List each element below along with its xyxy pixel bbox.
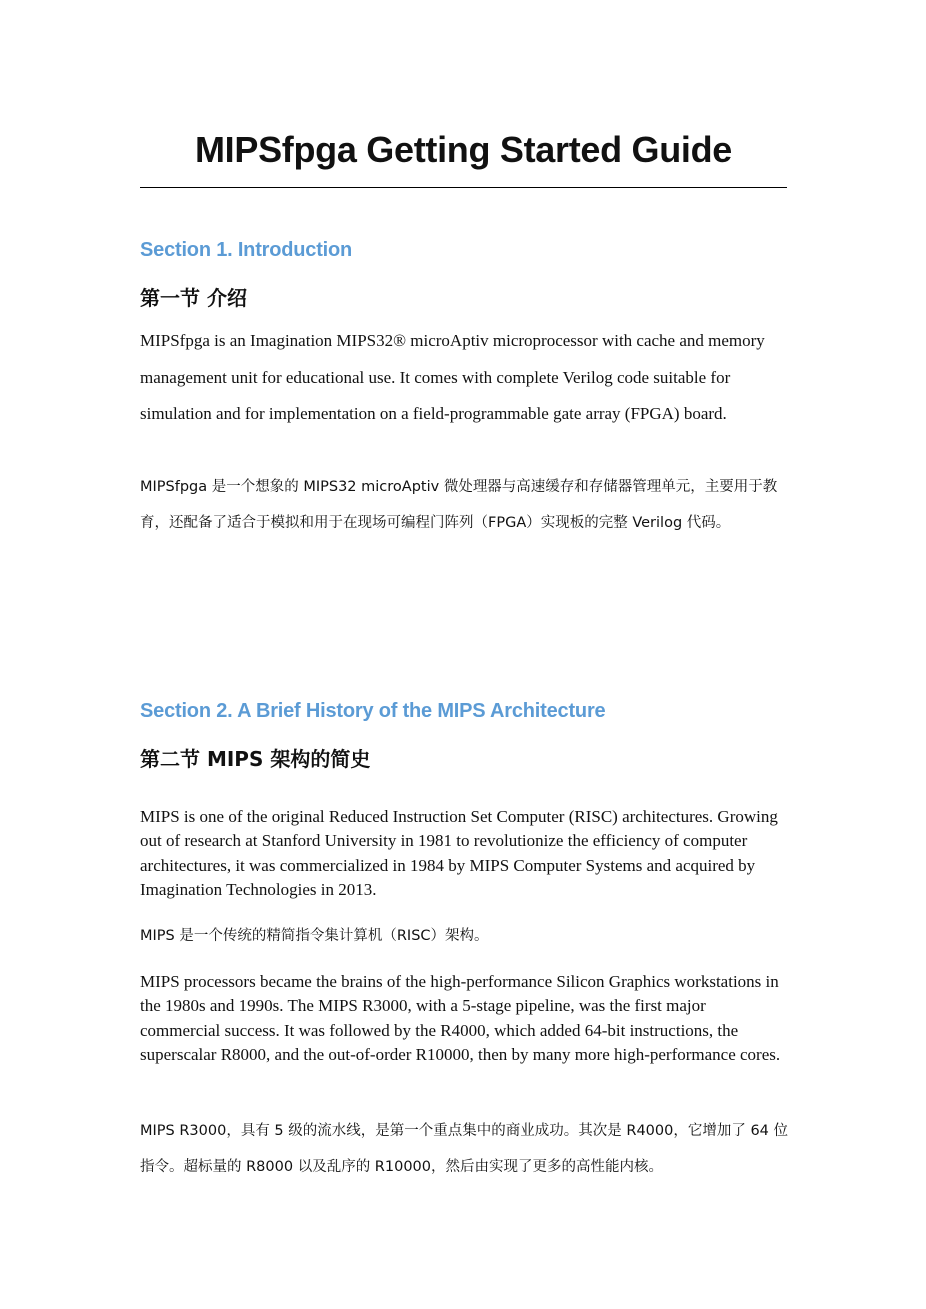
document-title: MIPSfpga Getting Started Guide <box>194 129 733 170</box>
section-1-cn-heading: 第一节 介绍 <box>140 286 247 310</box>
section-2-en-paragraph-2: MIPS processors became the brains of the high-performance Silicon Graphics workstations in the 1980s and 1990s. The MIPS R3000, with a 5-stage pipeline, was the first major commercial success. It was followed by the R4000, which added 64-bit instructions, the superscalar R8000, and the out-of-order R10000, then by many more high-performance cores. <box>140 972 781 1064</box>
section-2-cn-paragraph-2: MIPS R3000，具有 5 级的流水线，是第一个重点集中的商业成功。其次是 R4000，它增加了 64 位指令。超标量的 R8000 以及乱序的 R10000，然后由实现了更多的高性能内核。 <box>140 1123 789 1175</box>
title-divider <box>140 187 787 188</box>
section-2-heading: Section 2. A Brief History of the MIPS Architecture <box>140 700 606 722</box>
section-1-cn-paragraph: MIPSfpga 是一个想象的 MIPS32 microAptiv 微处理器与高速缓存和存储器管理单元，主要用于教育，还配备了适合于模拟和用于在现场可编程门阵列（FPGA）实现板的完整 Verilog 代码。 <box>140 479 778 531</box>
section-2-en-paragraph-1: MIPS is one of the original Reduced Instruction Set Computer (RISC) architectures. Growing out of research at Stanford University in 1981 to revolutionize the efficiency of computer architectures, it was commercialized in 1984 by MIPS Computer Systems and acquired by Imagination Technologies in 2013. <box>140 807 778 899</box>
section-2-cn-paragraph-1: MIPS 是一个传统的精简指令集计算机（RISC）架构。 <box>140 928 489 944</box>
section-2-cn-heading: 第二节 MIPS 架构的简史 <box>140 747 371 771</box>
section-1-heading: Section 1. Introduction <box>140 239 353 261</box>
section-1-en-paragraph: MIPSfpga is an Imagination MIPS32® microAptiv microprocessor with cache and memory management unit for educational use. It comes with complete Verilog code suitable for simulation and for implementation on a field-programmable gate array (FPGA) board. <box>140 331 765 423</box>
